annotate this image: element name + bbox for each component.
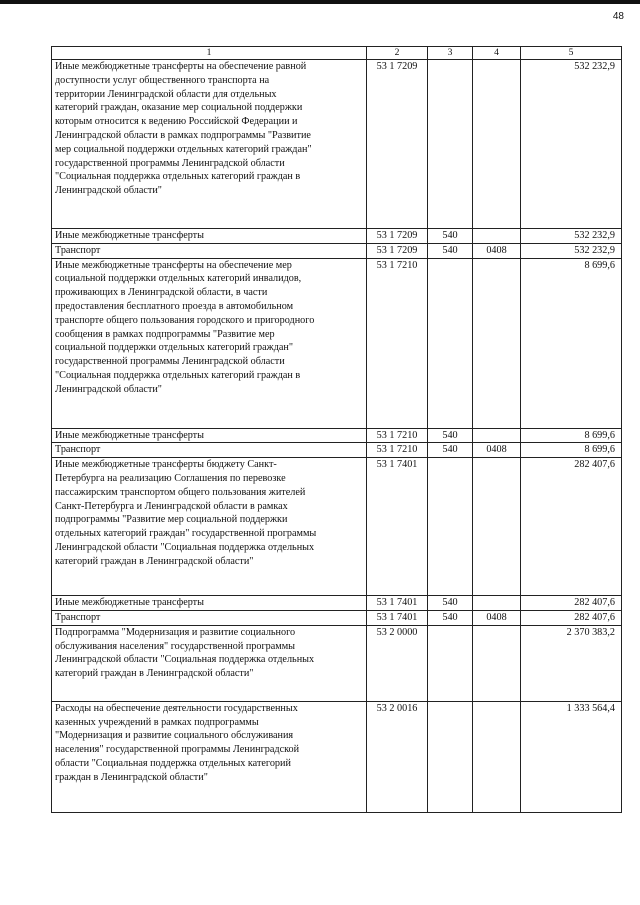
row-description: Иные межбюджетные трансферты на обеспечение мер социальной поддержки отдельных категорий инвалидов, проживающих в Ленинградской области, в части предоставления бесплатного проезда в автомобильном транспорте общего пользования городского и пригородного сообщения в рамках подпрограммы "Развитие мер социальной поддержки отдельных категорий граждан" государственной программы Ленинградской области "Социальная поддержка отдельных категорий граждан в Ленинградской области" (52, 258, 367, 428)
row-section-code: 0408 (473, 243, 521, 258)
row-target-code: 53 2 0000 (367, 625, 428, 701)
row-amount: 282 407,6 (521, 610, 622, 625)
table-row (52, 443, 622, 458)
row-expense-type: 540 (428, 229, 473, 244)
row-amount: 2 370 383,2 (521, 625, 622, 701)
row-target-code: 53 1 7210 (367, 443, 428, 458)
row-section-code (473, 60, 521, 229)
table-row (52, 458, 622, 596)
row-amount: 532 232,9 (521, 229, 622, 244)
row-amount: 8 699,6 (521, 258, 622, 428)
row-target-code: 53 1 7210 (367, 428, 428, 443)
header-col-5: 5 (521, 47, 622, 60)
row-amount: 532 232,9 (521, 60, 622, 229)
table-row (52, 229, 622, 244)
row-expense-type (428, 258, 473, 428)
row-target-code: 53 1 7210 (367, 258, 428, 428)
row-section-code (473, 229, 521, 244)
table-row (52, 610, 622, 625)
table-row (52, 243, 622, 258)
row-amount: 282 407,6 (521, 458, 622, 596)
row-section-code (473, 258, 521, 428)
table-row (52, 428, 622, 443)
row-expense-type: 540 (428, 243, 473, 258)
table-row (52, 60, 622, 229)
row-target-code: 53 1 7209 (367, 243, 428, 258)
row-target-code: 53 1 7209 (367, 60, 428, 229)
row-section-code (473, 458, 521, 596)
row-expense-type: 540 (428, 596, 473, 611)
row-amount: 8 699,6 (521, 428, 622, 443)
row-description: Иные межбюджетные трансферты (52, 428, 367, 443)
row-description: Транспорт (52, 243, 367, 258)
row-description: Иные межбюджетные трансферты (52, 596, 367, 611)
page-number: 48 (612, 11, 624, 22)
header-col-4: 4 (473, 47, 521, 60)
row-expense-type (428, 701, 473, 812)
row-description: Иные межбюджетные трансферты (52, 229, 367, 244)
table-row (52, 258, 622, 428)
table-row (52, 625, 622, 701)
row-target-code: 53 1 7209 (367, 229, 428, 244)
row-description: Транспорт (52, 610, 367, 625)
row-description: Расходы на обеспечение деятельности государственных казенных учреждений в рамках подпрограммы "Модернизация и развитие социального обслуживания населения" государственной программы Ленинградской области "Социальная поддержка отдельных категорий граждан в Ленинградской области" (52, 701, 367, 812)
table-row (52, 596, 622, 611)
table-header-row (52, 47, 622, 60)
row-section-code (473, 625, 521, 701)
row-expense-type: 540 (428, 443, 473, 458)
row-section-code (473, 428, 521, 443)
row-target-code: 53 1 7401 (367, 458, 428, 596)
row-expense-type (428, 458, 473, 596)
row-section-code (473, 701, 521, 812)
header-col-1: 1 (52, 47, 367, 60)
top-border-rule (0, 0, 640, 4)
row-target-code: 53 1 7401 (367, 596, 428, 611)
row-target-code: 53 1 7401 (367, 610, 428, 625)
row-description: Иные межбюджетные трансферты на обеспечение равной доступности услуг общественного транспорта на территории Ленинградской области для отдельных категорий граждан, оказание мер социальной поддержки которым относится к ведению Российской Федерации и Ленинградской области в рамках подпрограммы "Развитие мер социальной поддержки отдельных категорий граждан" государственной программы Ленинградской области "Социальная поддержка отдельных категорий граждан в Ленинградской области" (52, 60, 367, 229)
header-col-3: 3 (428, 47, 473, 60)
row-section-code: 0408 (473, 443, 521, 458)
row-amount: 8 699,6 (521, 443, 622, 458)
row-section-code (473, 596, 521, 611)
row-amount: 1 333 564,4 (521, 701, 622, 812)
row-expense-type: 540 (428, 610, 473, 625)
row-amount: 282 407,6 (521, 596, 622, 611)
row-description: Подпрограмма "Модернизация и развитие социального обслуживания населения" государственной программы Ленинградской области "Социальная поддержка отдельных категорий граждан в Ленинградской области" (52, 625, 367, 701)
header-col-2: 2 (367, 47, 428, 60)
row-section-code: 0408 (473, 610, 521, 625)
row-expense-type (428, 60, 473, 229)
row-amount: 532 232,9 (521, 243, 622, 258)
row-expense-type (428, 625, 473, 701)
row-description: Транспорт (52, 443, 367, 458)
table-row (52, 701, 622, 812)
row-expense-type: 540 (428, 428, 473, 443)
budget-table (51, 46, 622, 813)
row-target-code: 53 2 0016 (367, 701, 428, 812)
row-description: Иные межбюджетные трансферты бюджету Санкт- Петербурга на реализацию Соглашения по перевозке пассажирским транспортом общего пользования жителей Санкт-Петербурга и Ленинградской области в рамках подпрограммы "Развитие мер социальной поддержки отдельных категорий граждан" государственной программы Ленинградской области "Социальная поддержка отдельных категорий граждан в Ленинградской области" (52, 458, 367, 596)
